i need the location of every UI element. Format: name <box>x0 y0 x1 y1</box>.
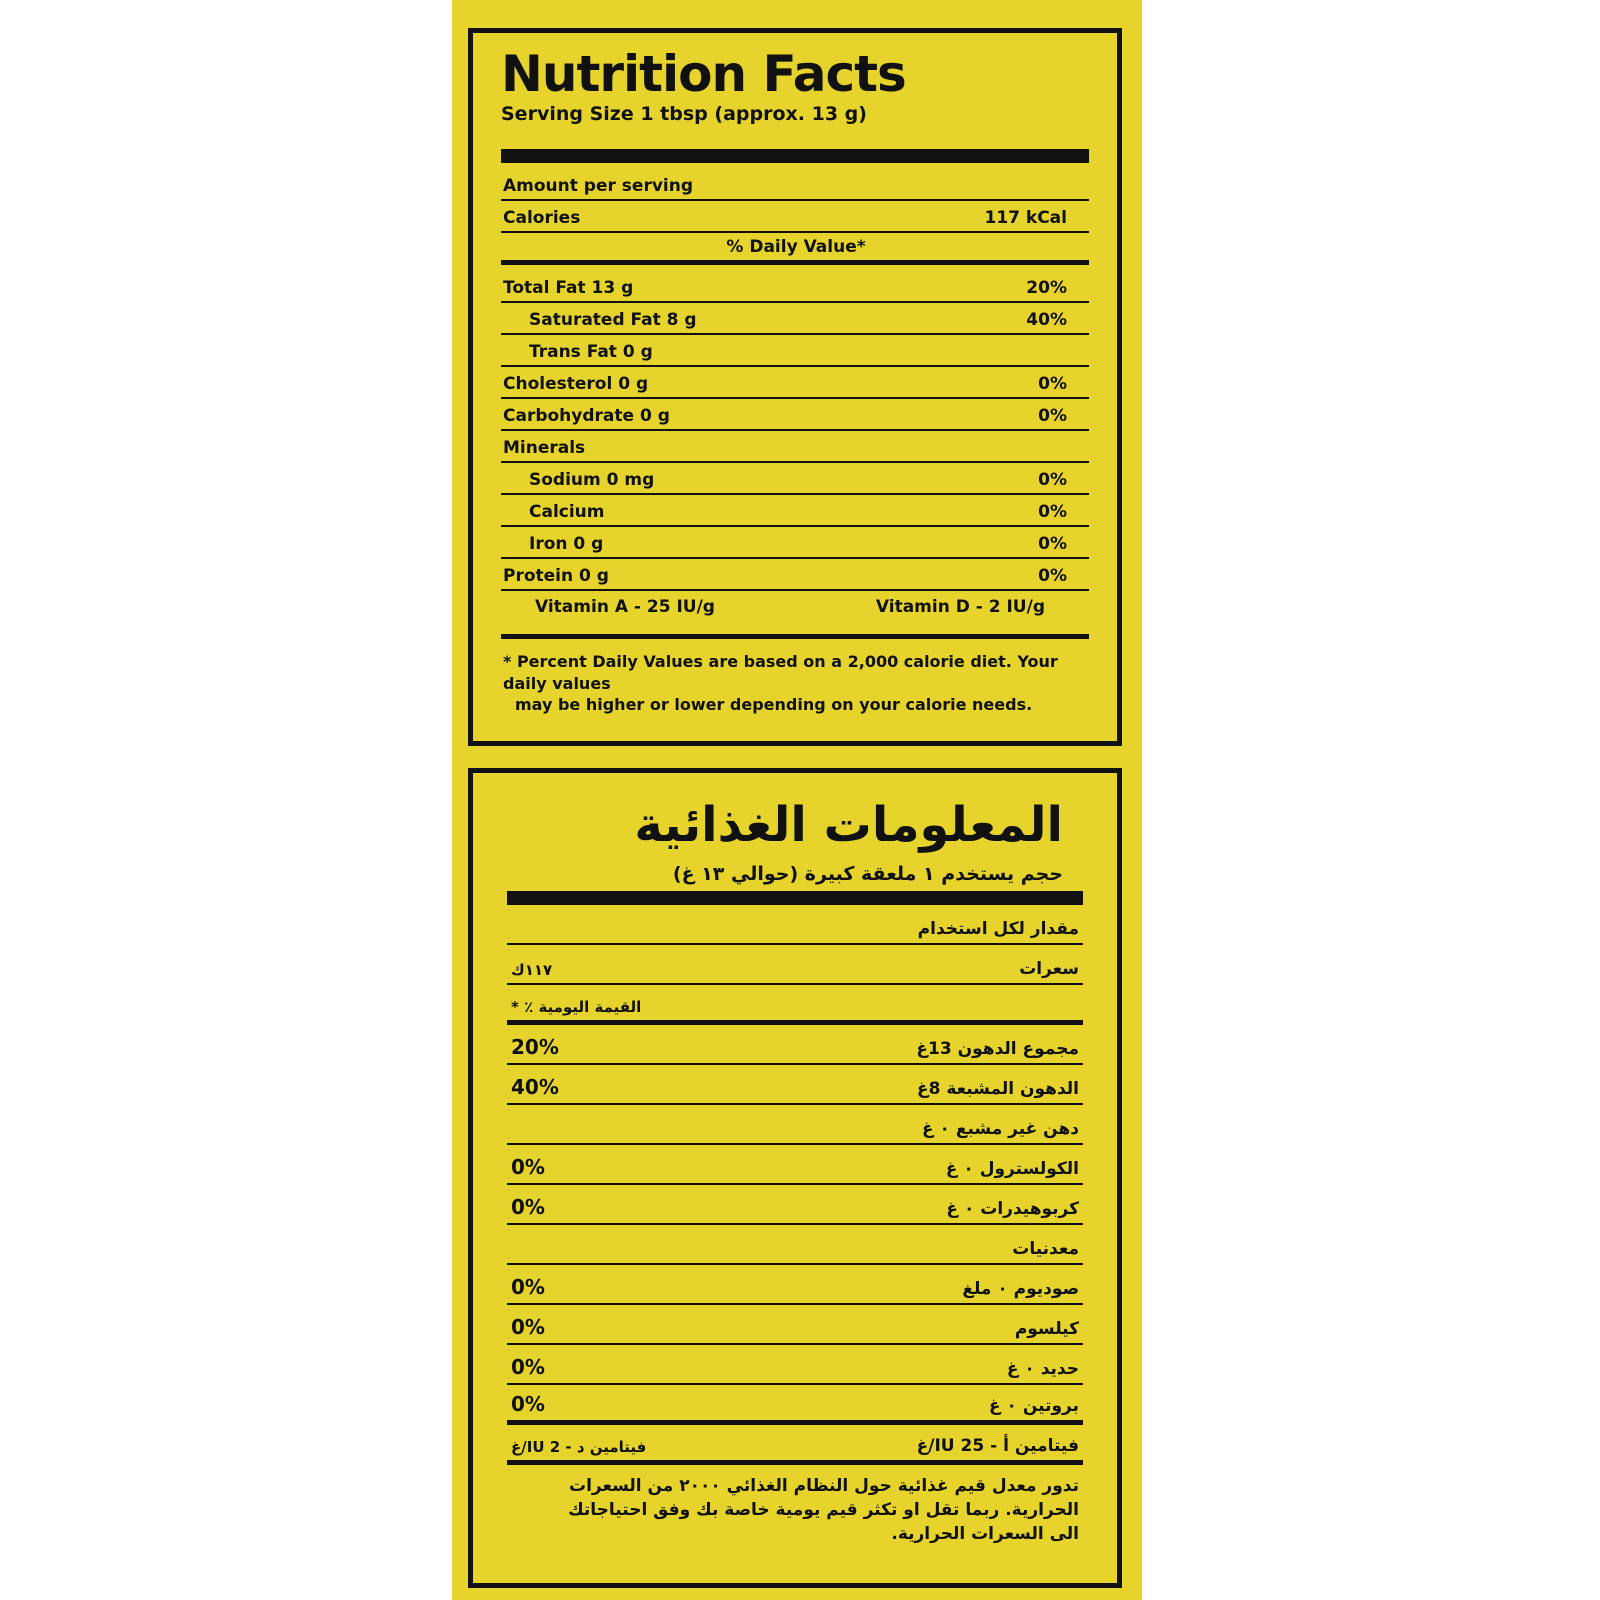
serving-size: Serving Size 1 tbsp (approx. 13 g) <box>501 103 867 125</box>
nutrient-name: Sodium 0 mg <box>529 470 655 490</box>
nutrient-name: الدهون المشبعة 8غ <box>916 1079 1079 1099</box>
vitamin-a: Vitamin A - 25 IU/g <box>535 597 715 617</box>
vitamin-a: فيتامين أ - IU 25/غ <box>916 1436 1079 1456</box>
nutrient-row <box>501 495 1089 527</box>
nutrient-row <box>501 527 1089 559</box>
nutrient-row <box>501 399 1089 431</box>
nutrient-value: 0% <box>511 1355 545 1379</box>
nutrient-name: Total Fat 13 g <box>503 278 634 298</box>
nutrient-row <box>507 1225 1083 1265</box>
daily-value-header: % Daily Value* <box>726 237 866 257</box>
nutrient-row <box>501 303 1089 335</box>
nutrient-row <box>501 431 1089 463</box>
nutrient-value: 0% <box>511 1315 545 1339</box>
nutrient-value: 40% <box>1026 310 1067 330</box>
calories-row <box>507 945 1083 985</box>
amount-per-serving-label: مقدار لكل استخدام <box>917 919 1079 939</box>
calories-value: ١١٧ك <box>511 961 553 979</box>
nutrient-row <box>501 559 1089 591</box>
nutrient-row <box>507 1185 1083 1225</box>
nutrient-name: Iron 0 g <box>529 534 604 554</box>
nutrition-facts-panel-arabic <box>468 768 1122 1588</box>
nutrient-name: Cholesterol 0 g <box>503 374 649 394</box>
nutrient-name: كيلسوم <box>1014 1319 1079 1339</box>
vitamin-d: فيتامين د - IU 2/غ <box>511 1438 647 1456</box>
nutrient-value: 0% <box>511 1155 545 1179</box>
nutrient-row <box>507 1385 1083 1425</box>
nutrient-value: 0% <box>1038 534 1067 554</box>
nutrient-name: مجموع الدهون 13غ <box>916 1039 1079 1059</box>
nutrient-value: 0% <box>511 1392 545 1416</box>
nutrient-value: 0% <box>1038 406 1067 426</box>
calories-row <box>501 201 1089 233</box>
nutrient-name: Saturated Fat 8 g <box>529 310 697 330</box>
nutrient-name: Trans Fat 0 g <box>529 342 653 362</box>
nutrient-value: 0% <box>511 1275 545 1299</box>
nutrient-value: 20% <box>511 1035 559 1059</box>
calories-value: 117 kCal <box>984 208 1067 228</box>
footnote-arabic <box>507 1465 1083 1546</box>
nutrient-value: 40% <box>511 1075 559 1099</box>
nutrient-name: صوديوم ٠ ملغ <box>962 1279 1079 1299</box>
nutrient-row <box>507 1065 1083 1105</box>
nutrient-name: دهن غير مشبع ٠ غ <box>922 1119 1079 1139</box>
amount-per-serving-row <box>501 163 1089 201</box>
nutrient-value: 0% <box>1038 374 1067 394</box>
nutrient-row <box>507 1305 1083 1345</box>
serving-size-arabic: حجم يستخدم ١ ملعقة كبيرة (حوالي ١٣ غ) <box>672 863 1063 885</box>
amount-per-serving-row <box>507 905 1083 945</box>
nutrient-row <box>507 1345 1083 1385</box>
nutrient-value: 0% <box>511 1195 545 1219</box>
nutrient-row <box>501 335 1089 367</box>
nutrient-name: Carbohydrate 0 g <box>503 406 670 426</box>
amount-per-serving-label: Amount per serving <box>503 176 694 196</box>
vitamins-row <box>501 591 1089 639</box>
nutrient-name: Minerals <box>503 438 586 458</box>
daily-value-header-row <box>501 233 1089 265</box>
nutrition-facts-title: Nutrition Facts <box>501 45 906 103</box>
nutrient-name: معدنيات <box>1012 1239 1079 1259</box>
nutrient-value: 0% <box>1038 566 1067 586</box>
nutrient-row <box>507 1145 1083 1185</box>
nutrient-value: 0% <box>1038 502 1067 522</box>
nutrition-facts-panel-english <box>468 28 1122 746</box>
nutrient-row <box>501 367 1089 399</box>
nutrient-row <box>507 1105 1083 1145</box>
nutrition-facts-title-arabic: المعلومات الغذائية <box>634 797 1063 853</box>
nutrient-value: 20% <box>1026 278 1067 298</box>
footnote-line: الى السعرات الحرارية. <box>891 1523 1079 1544</box>
nutrient-row <box>507 1265 1083 1305</box>
thick-divider <box>507 891 1083 905</box>
calories-label: سعرات <box>1019 959 1079 979</box>
nutrient-name: بروتين ٠ غ <box>989 1396 1079 1416</box>
footnote-line: تدور معدل قيم غذائية حول النظام الغذائي ٢٠٠٠ من السعرات <box>568 1476 1079 1496</box>
daily-value-header: القيمة اليومية ٪ * <box>511 998 642 1016</box>
nutrition-label <box>452 0 1142 1600</box>
footnote-line: الحرارية. ربما تقل او تكثر قيم يومية خاصة بك وفق احتياجاتك <box>568 1499 1079 1520</box>
nutrient-row <box>501 265 1089 303</box>
footnote <box>501 639 1089 716</box>
nutrient-name: حديد ٠ غ <box>1006 1359 1079 1379</box>
nutrient-row <box>507 1025 1083 1065</box>
nutrient-name: الكولسترول ٠ غ <box>945 1159 1079 1179</box>
daily-value-header-row <box>507 985 1083 1025</box>
nutrient-name: كربوهيدرات ٠ غ <box>946 1199 1079 1219</box>
nutrient-row <box>501 463 1089 495</box>
vitamin-d: Vitamin D - 2 IU/g <box>875 597 1045 617</box>
calories-label: Calories <box>503 208 581 228</box>
footnote-line: * Percent Daily Values are based on a 2,000 calorie diet. Your daily values <box>503 652 1058 693</box>
nutrient-value: 0% <box>1038 470 1067 490</box>
nutrient-name: Protein 0 g <box>503 566 609 586</box>
footnote-line: may be higher or lower depending on your calorie needs. <box>515 695 1033 715</box>
thick-divider <box>501 149 1089 163</box>
nutrient-name: Calcium <box>529 502 605 522</box>
vitamins-row <box>507 1425 1083 1465</box>
